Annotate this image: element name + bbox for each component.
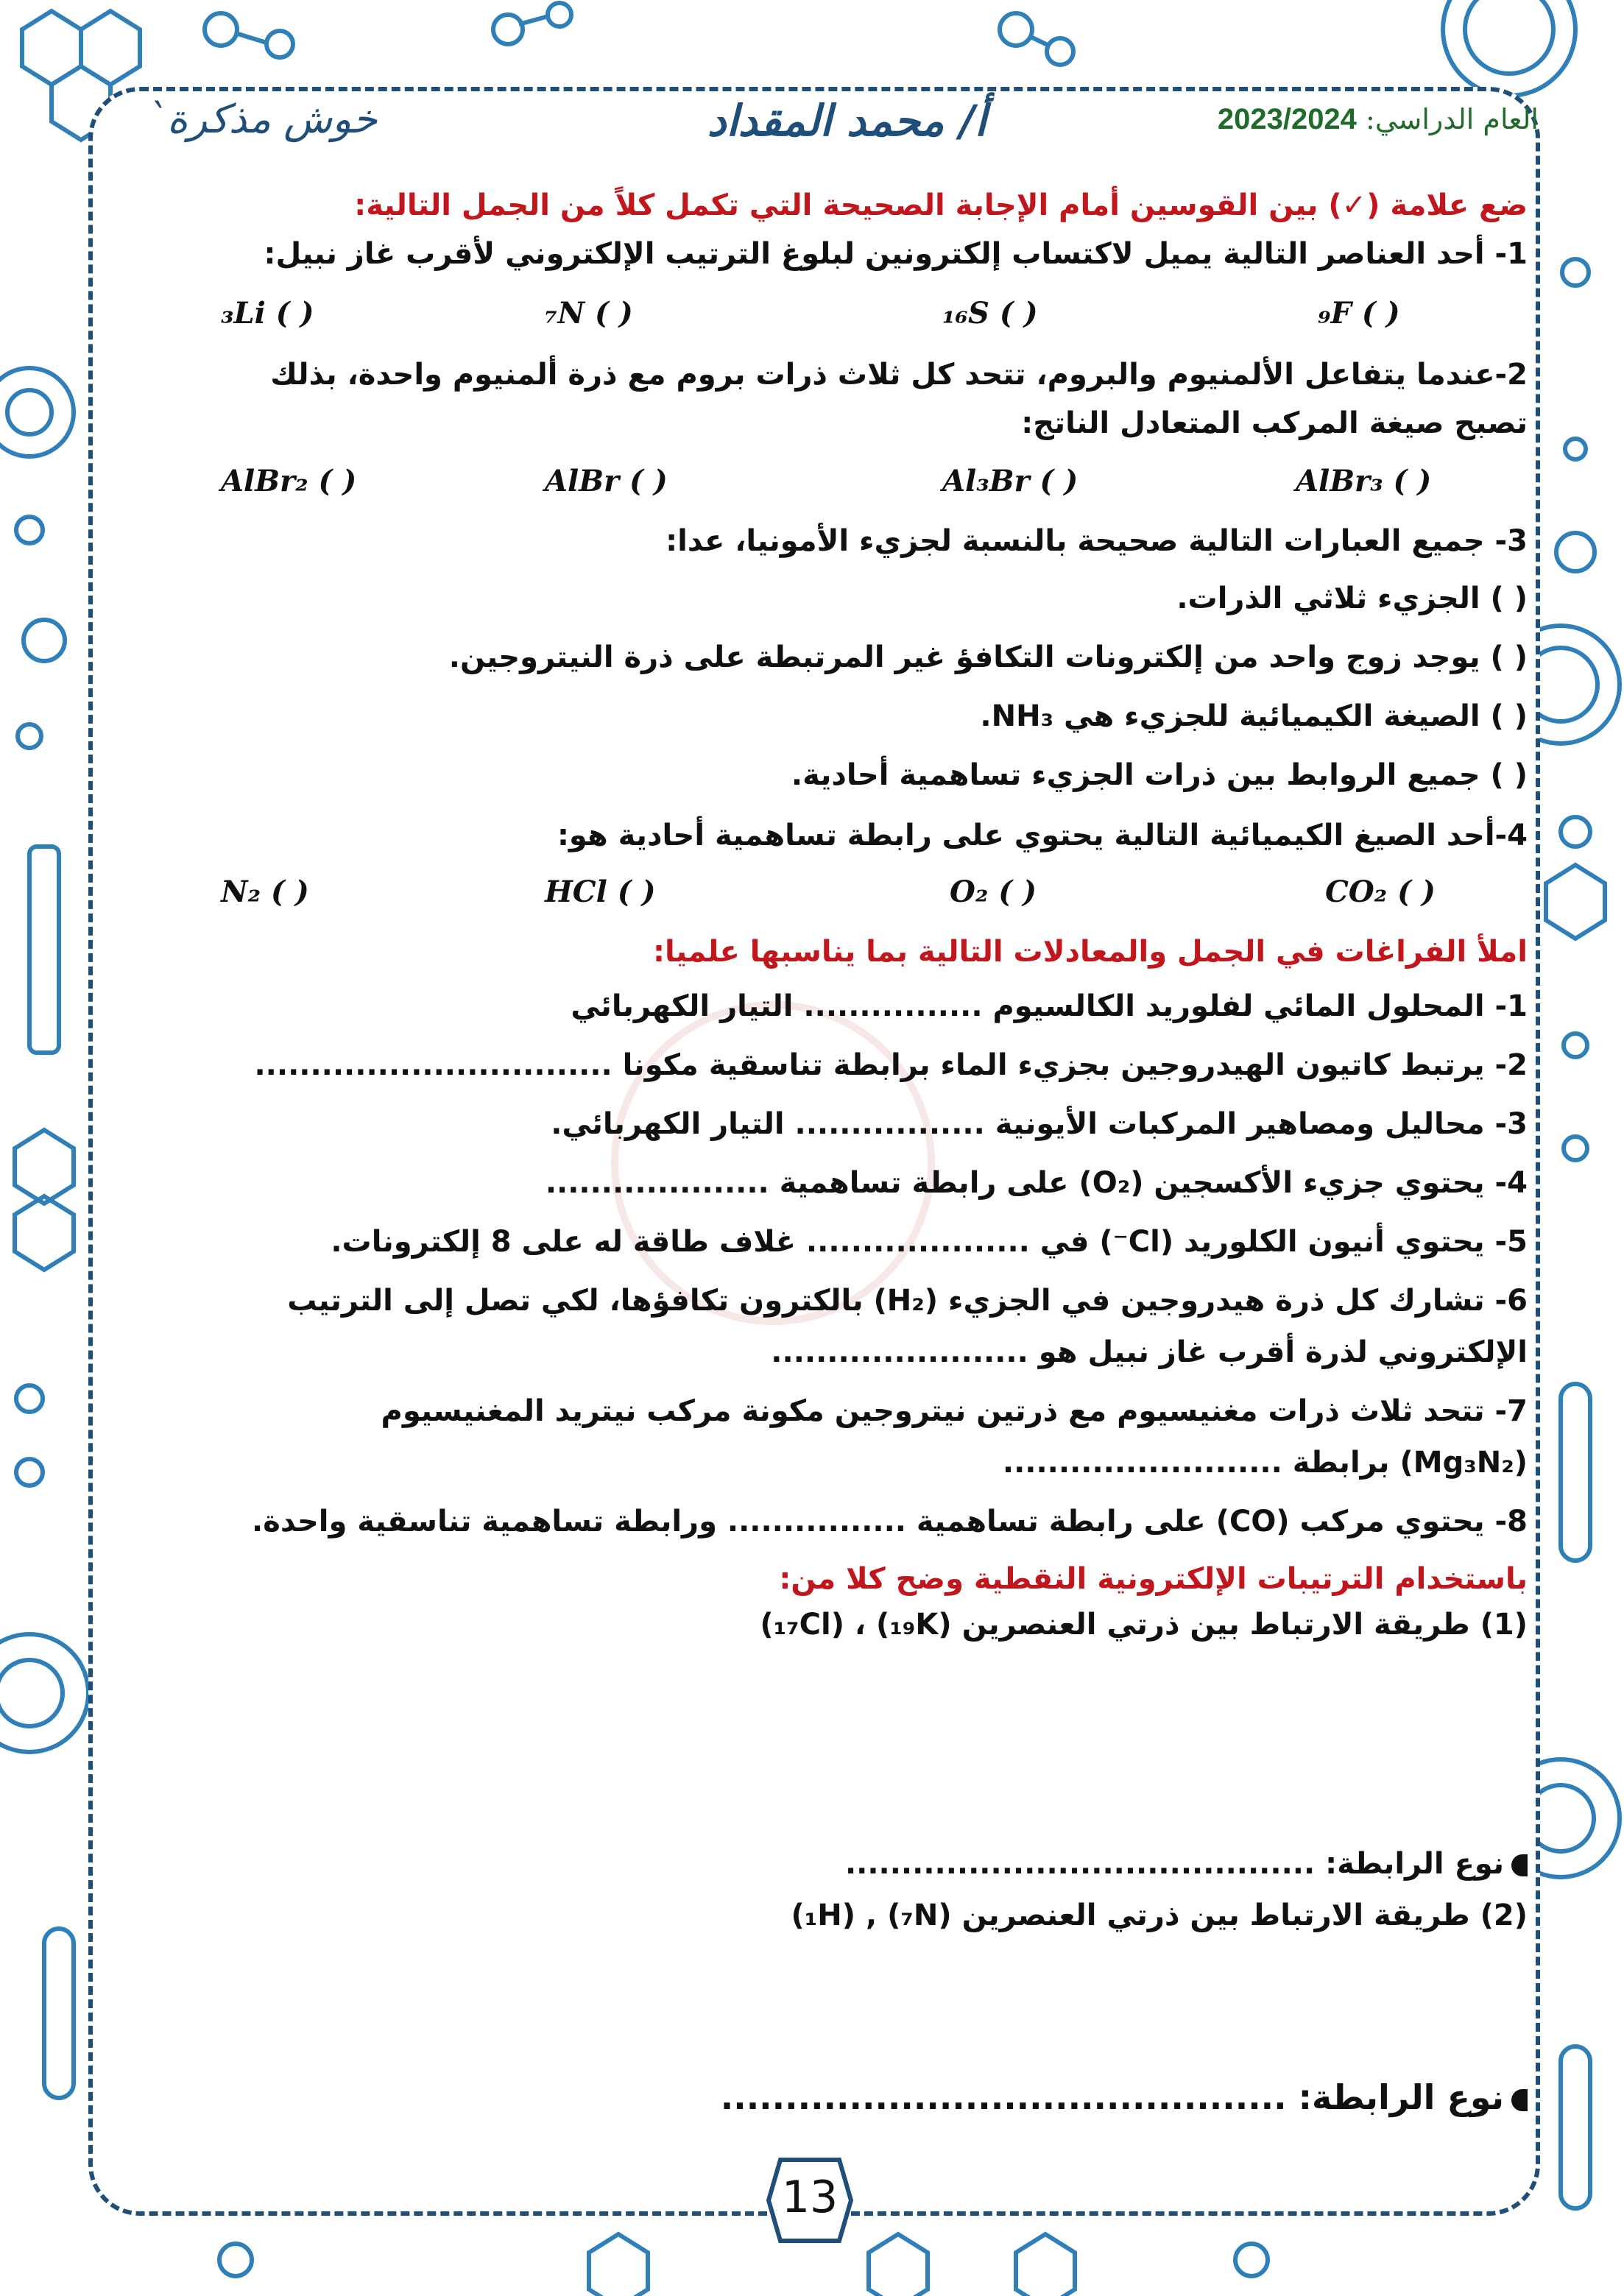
q2-option-albr[interactable]: AlBr ( ) [545,464,668,498]
section2-title: املأ الفراغات في الجمل والمعادلات التالية بما يناسبها علميا: [653,935,1528,969]
q1-option-s[interactable]: ₁₆S ( ) [942,296,1038,331]
question-3: 3- جميع العبارات التالية صحيحة بالنسبة لجزيء الأمونيا، عدا: [666,524,1528,558]
bond-type-2-text: نوع الرابطة: ............................................ [720,2077,1504,2117]
bond-type-1-text: نوع الرابطة: .......................................... [844,1847,1504,1881]
slogan: خوش مذكرة` [147,96,378,142]
fill-item-6-line1: 6- تشارك كل ذرة هيدروجين في الجزيء (H₂) بالكترون تكافؤها، لكي تصل إلى الترتيب [287,1284,1528,1318]
q3-statement-a[interactable]: ( ) الجزيء ثلاثي الذرات. [1176,582,1528,615]
fill-item-6-line2: الإلكتروني لذرة أقرب غاز نبيل هو ....................... [771,1335,1528,1369]
fill-item-8: 8- يحتوي مركب (CO) على رابطة تساهمية ................ ورابطة تساهمية تناسقية واحدة. [252,1505,1528,1539]
fill-item-2: 2- يرتبط كاتيون الهيدروجين بجزيء الماء برابطة تناسقية مكونا ................................ [254,1048,1528,1082]
bond-type-2 [133,2077,1528,2117]
fill-item-1: 1- المحلول المائي لفلوريد الكالسيوم ................ التيار الكهربائي [571,989,1528,1023]
q3-statement-b[interactable]: ( ) يوجد زوج واحد من إلكترونات التكافؤ غير المرتبطة على ذرة النيتروجين. [448,640,1528,674]
bullet-icon [1511,2089,1528,2111]
q4-option-o2[interactable]: O₂ ( ) [950,875,1037,909]
bond-type-1 [133,1844,1528,1884]
q4-option-n2[interactable]: N₂ ( ) [221,875,309,909]
question-1-options [133,296,1528,340]
fill-item-7-line1: 7- تتحد ثلاث ذرات مغنيسيوم مع ذرتين نيتروجين مكونة مركب نيتريد المغنيسيوم [381,1394,1528,1428]
year-value: 2023/2024 [1217,103,1357,135]
fill-item-3: 3- محاليل ومصاهير المركبات الأيونية ................. التيار الكهربائي. [551,1107,1528,1141]
page-number: 13 [781,2172,839,2223]
question-2-line1: 2-عندما يتفاعل الألمنيوم والبروم، تتحد كل ثلاث ذرات بروم مع ذرة ألمنيوم واحدة، بذلك [270,358,1528,392]
q4-option-hcl[interactable]: HCl ( ) [545,875,656,909]
fill-item-7-line2: (Mg₃N₂) برابطة ......................... [1002,1446,1528,1480]
fill-item-4: 4- يحتوي جزيء الأكسجين (O₂) على رابطة تساهمية .................... [545,1166,1528,1200]
q2-option-albr2[interactable]: AlBr₂ ( ) [221,464,357,498]
section1-title: ضع علامة (✓) بين القوسين أمام الإجابة الصحيحة التي تكمل كلاً من الجمل التالية: [354,188,1528,222]
section3-title: باستخدام الترتيبات الإلكترونية النقطية وضح كلا من: [779,1562,1528,1596]
question-4-options [133,875,1528,919]
q2-option-al3br[interactable]: Al₃Br ( ) [942,464,1078,498]
fill-item-5: 5- يحتوي أنيون الكلوريد (Cl⁻) في .................... غلاف طاقة له على 8 إلكترونات. [331,1225,1528,1259]
q3-statement-d[interactable]: ( ) جميع الروابط بين ذرات الجزيء تساهمية أحادية. [791,758,1528,792]
question-2-options [133,464,1528,508]
q4-option-co2[interactable]: CO₂ ( ) [1325,875,1436,909]
q1-option-n[interactable]: ₇N ( ) [545,296,633,331]
bullet-icon [1511,1854,1528,1876]
q3-statement-c[interactable]: ( ) الصيغة الكيميائية للجزيء هي NH₃. [980,699,1528,733]
year-label: العام الدراسي: [1366,103,1539,135]
section3-part1: (1) طريقة الارتباط بين ذرتي العنصرين (₁₉K) ، (₁₇Cl) [760,1608,1528,1642]
question-2-line2: تصبح صيغة المركب المتعادل الناتج: [1021,406,1528,440]
teacher-name: أ/ محمد المقداد [707,96,986,146]
question-4: 4-أحد الصيغ الكيميائية التالية يحتوي على رابطة تساهمية أحادية هو: [557,819,1528,852]
question-1: 1- أحد العناصر التالية يميل لاكتساب إلكترونين لبلوغ الترتيب الإلكتروني لأقرب غاز نبيل: [264,237,1528,271]
q1-option-li[interactable]: ₃Li ( ) [221,296,314,331]
page-header [118,96,1546,155]
section3-part2: (2) طريقة الارتباط بين ذرتي العنصرين (₇N) , (₁H) [791,1898,1528,1932]
q2-option-albr3[interactable]: AlBr₃ ( ) [1296,464,1432,498]
q1-option-f[interactable]: ₉F ( ) [1318,296,1400,331]
academic-year [1218,103,1539,136]
